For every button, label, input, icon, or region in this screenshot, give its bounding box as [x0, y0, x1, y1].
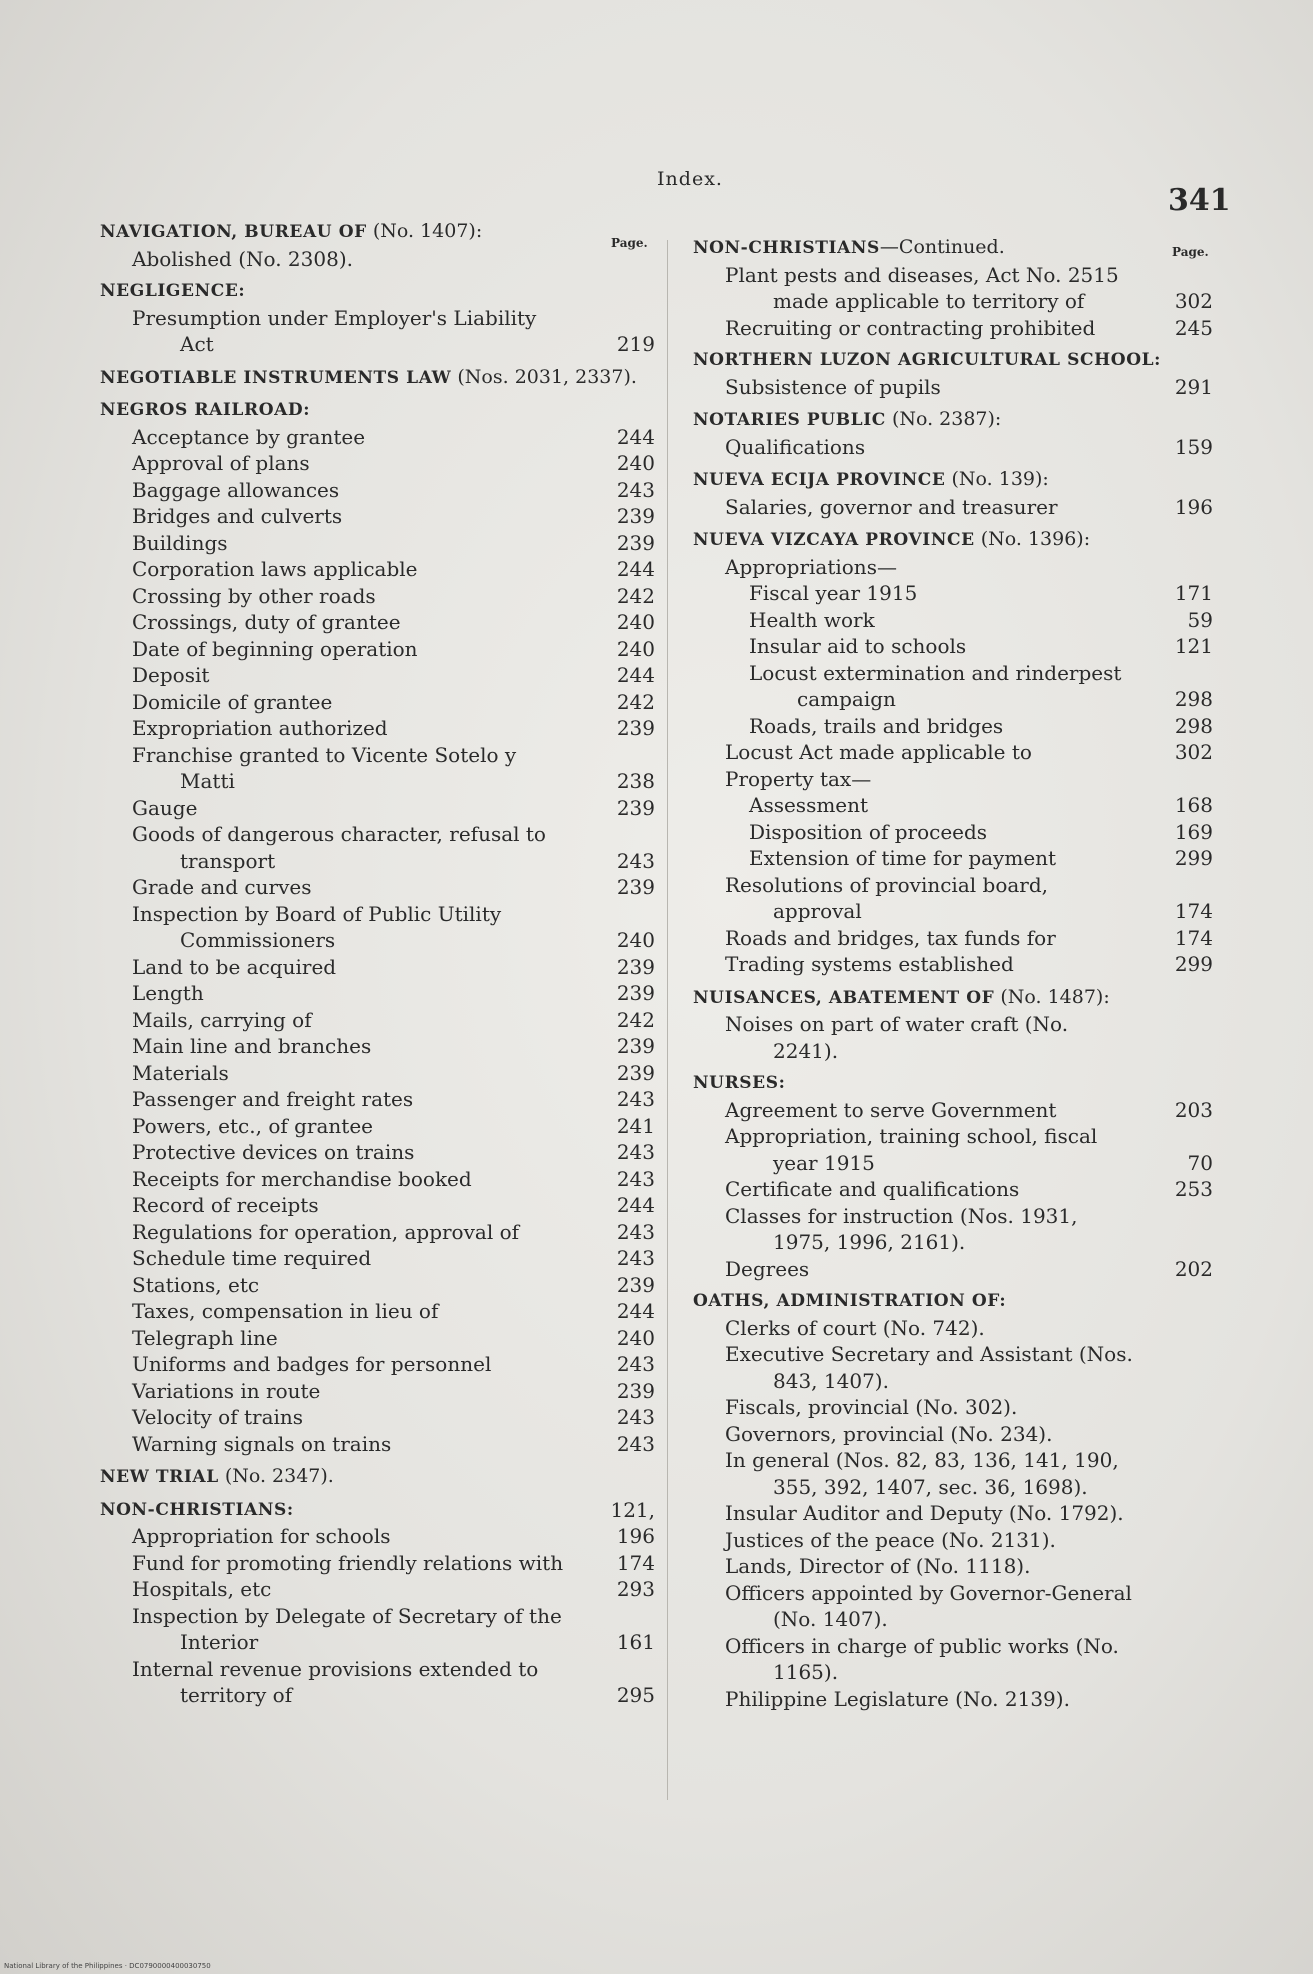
index-entry: [100, 1272, 655, 1299]
index-entry-page: 239: [616, 1272, 655, 1297]
index-entry-text: Passenger and freight rates: [132, 1087, 414, 1111]
index-entry-page: 241: [616, 1113, 655, 1138]
index-entry: [100, 742, 655, 795]
index-entry-text: Health work: [749, 607, 875, 632]
index-heading: [693, 234, 1213, 262]
index-entry: [100, 795, 655, 822]
index-entry: [693, 1421, 1213, 1448]
index-entry: [693, 1097, 1213, 1124]
index-entry-text: Fund for promoting friendly relations with: [132, 1550, 564, 1575]
index-entry-text: Buildings: [132, 530, 228, 555]
index-entry-text: Crossing by other roads: [132, 583, 376, 608]
index-entry-text: Trading systems established: [725, 952, 1014, 976]
index-entry-text: Grade and curves: [132, 875, 312, 899]
index-entry-page: 243: [616, 848, 655, 873]
index-entry-text: Acceptance by grantee: [132, 424, 366, 449]
index-heading-reference: (No. 1487):: [994, 985, 1110, 1008]
index-entry: [100, 583, 655, 610]
index-heading: [693, 984, 1213, 1012]
index-entry: [100, 1325, 655, 1352]
index-entry: [693, 660, 1213, 713]
index-entry: [693, 434, 1213, 461]
index-entry-page: 299: [1174, 846, 1213, 870]
index-entry-page: 239: [616, 1034, 655, 1058]
index-entry: [693, 1447, 1213, 1500]
index-entry: [100, 1431, 655, 1458]
index-entry: [693, 607, 1213, 634]
index-entry-page: 243: [616, 1405, 655, 1429]
index-entry-page: 196: [1174, 494, 1213, 519]
index-entry-text: Appropriation, training school, fiscal year 1915: [725, 1124, 1098, 1175]
index-heading-text: NEGOTIABLE INSTRUMENTS LAW: [100, 367, 452, 388]
index-entry-text: Approval of plans: [132, 451, 310, 475]
index-entry: [100, 1576, 655, 1603]
index-entry-page: 121, 196: [610, 1497, 655, 1548]
index-entry-text: Domicile of grantee: [132, 689, 333, 714]
index-entry: [693, 1123, 1213, 1176]
index-entry-text: Record of receipts: [132, 1193, 319, 1217]
index-entry-text: Noises on part of water craft (No. 2241).: [725, 1012, 1069, 1063]
index-entry: [693, 1256, 1213, 1283]
index-entry-text: Inspection by Delegate of Secretary of the Interior: [132, 1603, 562, 1654]
index-entry-page: 302: [1174, 289, 1213, 313]
index-entry-text: Resolutions of provincial board, approval: [725, 872, 1048, 923]
index-entry-page: 242: [616, 583, 655, 608]
index-entry-page: 240: [616, 928, 655, 952]
index-entry-page: 244: [616, 557, 655, 581]
index-heading: [100, 1463, 655, 1491]
index-entry-text: Subsistence of pupils: [725, 374, 941, 399]
index-heading: [100, 397, 655, 424]
index-entry-text: Officers appointed by Governor-General (No. 1407).: [725, 1580, 1132, 1631]
index-entry-page: 169: [1174, 819, 1213, 844]
index-entry: [100, 477, 655, 504]
index-entry-text: Land to be acquired: [132, 954, 337, 979]
index-heading: [693, 526, 1213, 554]
index-entry-page: 293: [616, 1577, 655, 1601]
index-entry-page: 174: [616, 1550, 655, 1575]
index-entry-page: 239: [616, 1378, 655, 1403]
index-entry-text: Appropriation for schools: [132, 1524, 391, 1548]
index-entry-page: 239: [616, 875, 655, 899]
index-entry-text: Certificate and qualifications: [725, 1177, 1020, 1201]
index-entry-text: Telegraph line: [132, 1325, 278, 1350]
index-entry-text: Materials: [132, 1060, 229, 1085]
index-entry-text: Gauge: [132, 795, 198, 820]
index-entry-text: Taxes, compensation in lieu of: [132, 1299, 439, 1323]
index-entry-page: 243: [616, 1431, 655, 1456]
index-entry: [693, 1341, 1213, 1394]
index-entry-page: 239: [616, 504, 655, 528]
index-entry-page: 298: [1174, 713, 1213, 738]
index-heading-text: NUISANCES, ABATEMENT OF: [693, 987, 995, 1008]
index-entry: [693, 633, 1213, 660]
index-entry-page: 295: [616, 1683, 655, 1707]
index-heading: [693, 347, 1213, 374]
index-entry-page: 203: [1174, 1097, 1213, 1122]
index-entry-text: Recruiting or contracting prohibited: [725, 315, 1096, 340]
index-entry: [100, 874, 655, 901]
index-entry-text: Schedule time required: [132, 1246, 372, 1270]
index-entry: [693, 1686, 1213, 1713]
index-entry-page: 239: [616, 981, 655, 1005]
index-entry: [100, 1166, 655, 1193]
page-column-label-left: Page.: [611, 236, 648, 250]
index-entry: [100, 1060, 655, 1087]
index-entry: [693, 1176, 1213, 1203]
index-entry-text: Locust extermination and rinderpest campaign: [749, 660, 1122, 711]
index-entry: [693, 1011, 1213, 1064]
index-entry-page: 242: [616, 689, 655, 714]
index-entry-text: Deposit: [132, 663, 210, 687]
index-entry-text: Warning signals on trains: [132, 1431, 392, 1456]
index-entry-text: Hospitals, etc: [132, 1577, 272, 1601]
index-entry-text: Inspection by Board of Public Utility Commissioners: [132, 901, 502, 952]
index-entry-page: 253: [1174, 1177, 1213, 1201]
index-entry-page: 171: [1174, 581, 1213, 605]
index-entry: [100, 1086, 655, 1113]
index-entry-text: Lands, Director of (No. 1118).: [725, 1554, 1031, 1578]
index-entry: [100, 1656, 655, 1709]
index-entry-text: Appropriations—: [725, 554, 897, 579]
index-entry: [100, 1245, 655, 1272]
index-entry-page: 302: [1174, 740, 1213, 764]
index-entry-page: 243: [616, 477, 655, 502]
page-number: 341: [1168, 183, 1231, 218]
index-entry-page: 243: [616, 1140, 655, 1164]
index-entry-page: 239: [616, 716, 655, 740]
index-heading: [100, 218, 655, 246]
index-heading-text: NON-CHRISTIANS: [693, 238, 880, 258]
index-heading: [693, 406, 1213, 434]
index-entry-page: 243: [616, 1087, 655, 1111]
index-entry-text: Insular Auditor and Deputy (No. 1792).: [725, 1501, 1124, 1525]
index-entry-page: 238: [616, 769, 655, 793]
index-heading-text: NEGROS RAILROAD:: [100, 400, 311, 420]
index-entry-text: Internal revenue provisions extended to territory of: [132, 1656, 539, 1707]
index-entry-text: Governors, provincial (No. 234).: [725, 1421, 1053, 1446]
index-entry: [100, 1007, 655, 1034]
index-entry: [693, 766, 1213, 793]
index-heading: [693, 1070, 1213, 1097]
index-entry-text: Uniforms and badges for personnel: [132, 1352, 492, 1376]
index-entry-text: Date of beginning operation: [132, 636, 418, 661]
index-entry-text: Crossings, duty of grantee: [132, 610, 401, 634]
index-entry: [693, 1394, 1213, 1421]
index-entry-text: Justices of the peace (No. 2131).: [725, 1527, 1056, 1552]
index-entry-page: 243: [616, 1352, 655, 1376]
index-entry: [693, 554, 1213, 581]
index-entry-page: 240: [616, 610, 655, 634]
index-entry: [100, 450, 655, 477]
index-entry-page: 121: [1174, 634, 1213, 658]
index-heading-text: NEW TRIAL: [100, 1467, 219, 1487]
index-entry-page: 174: [1174, 899, 1213, 923]
index-entry-text: Degrees: [725, 1256, 810, 1281]
index-entry: [100, 530, 655, 557]
index-heading-reference: (No. 1407):: [366, 220, 483, 242]
index-entry: [693, 1580, 1213, 1633]
index-entry: [100, 503, 655, 530]
index-entry-text: Receipts for merchandise booked: [132, 1166, 472, 1191]
index-heading-reference: (No. 1396):: [974, 528, 1091, 550]
index-entry-page: 240: [616, 636, 655, 661]
index-heading-text: NUEVA VIZCAYA PROVINCE: [693, 530, 975, 550]
index-entry: [100, 1351, 655, 1378]
index-entry: [693, 315, 1213, 342]
index-entry: [693, 1500, 1213, 1527]
index-entry-page: 159: [1174, 434, 1213, 459]
index-heading-reference: —Continued.: [879, 236, 1005, 258]
index-entry-page: 242: [616, 1007, 655, 1032]
index-entry: [100, 1378, 655, 1405]
column-divider: [667, 240, 668, 1800]
index-entry: [693, 925, 1213, 952]
index-entry-text: Roads and bridges, tax funds for: [725, 925, 1056, 950]
index-heading-reference: (No. 2347).: [218, 1465, 334, 1487]
index-entry-text: Bridges and culverts: [132, 504, 343, 528]
index-entry-page: 70: [1187, 1150, 1213, 1175]
index-entry-text: Corporation laws applicable: [132, 557, 418, 581]
index-entry: [100, 1550, 655, 1577]
index-entry: [693, 792, 1213, 819]
index-entry-text: Length: [132, 981, 204, 1005]
index-entry-text: Disposition of proceeds: [749, 819, 988, 844]
index-entry-text: Agreement to serve Government: [725, 1097, 1057, 1122]
index-entry-page: 239: [616, 1060, 655, 1085]
index-entry: [100, 1298, 655, 1325]
index-entry: [100, 689, 655, 716]
index-heading-reference: (Nos. 2031, 2337).: [451, 365, 637, 388]
index-entry: [100, 901, 655, 954]
index-entry: [693, 580, 1213, 607]
index-entry-page: 243: [616, 1246, 655, 1270]
index-entry: [693, 739, 1213, 766]
index-entry-text: Salaries, governor and treasurer: [725, 494, 1058, 519]
index-entry-page: 239: [616, 530, 655, 555]
index-entry-text: Presumption under Employer's Liability Act: [132, 305, 537, 356]
index-heading-text: NEGLIGENCE:: [100, 281, 246, 301]
index-entry: [100, 1404, 655, 1431]
index-entry-text: Expropriation authorized: [132, 716, 388, 740]
index-entry-text: Mails, carrying of: [132, 1007, 312, 1032]
index-column-left: [100, 218, 655, 1709]
index-heading-text: NON-CHRISTIANS:: [100, 1499, 294, 1520]
page-column-label-right: Page.: [1172, 245, 1209, 259]
index-entry-page: 219: [616, 332, 655, 356]
index-entry-text: Philippine Legislature (No. 2139).: [725, 1686, 1070, 1711]
index-entry-text: Goods of dangerous character, refusal to transport: [132, 822, 546, 873]
index-entry-page: 161: [616, 1630, 655, 1654]
index-entry-text: Assessment: [749, 793, 869, 817]
index-entry-page: 168: [1174, 793, 1213, 817]
index-entry-text: Qualifications: [725, 434, 866, 459]
index-entry-page: 244: [616, 424, 655, 449]
index-entry: [693, 845, 1213, 872]
index-entry: [100, 821, 655, 874]
index-entry-page: 298: [1174, 687, 1213, 711]
index-entry-text: Clerks of court (No. 742).: [725, 1315, 985, 1340]
index-entry-text: Fiscals, provincial (No. 302).: [725, 1395, 1018, 1419]
index-entry-page: 59: [1187, 607, 1213, 632]
index-heading-text: OATHS, ADMINISTRATION OF:: [693, 1291, 1007, 1311]
index-entry-page: 243: [616, 1219, 655, 1244]
index-entry-page: 244: [616, 1193, 655, 1217]
index-entry-page: 243: [616, 1166, 655, 1191]
index-entry: [100, 662, 655, 689]
index-heading-text: NOTARIES PUBLIC: [693, 410, 886, 430]
index-entry: [100, 1139, 655, 1166]
index-entry-text: Velocity of trains: [132, 1405, 304, 1429]
index-entry: [100, 556, 655, 583]
index-entry-text: Protective devices on trains: [132, 1140, 415, 1164]
index-entry: [100, 715, 655, 742]
index-entry: [693, 1203, 1213, 1256]
index-heading-text: NUEVA ECIJA PROVINCE: [693, 470, 946, 490]
index-entry-text: Powers, etc., of grantee: [132, 1113, 374, 1138]
index-entry: [693, 1527, 1213, 1554]
index-entry: [100, 1033, 655, 1060]
index-entry-page: 299: [1174, 952, 1213, 976]
index-heading: [100, 1497, 655, 1524]
index-entry-text: Baggage allowances: [132, 477, 340, 502]
index-entry-text: Classes for instruction (Nos. 1931, 1975, 1996, 2161).: [725, 1203, 1078, 1254]
index-entry: [693, 1315, 1213, 1342]
index-entry: [100, 424, 655, 451]
index-entry-page: 245: [1174, 315, 1213, 340]
index-entry: [100, 980, 655, 1007]
index-entry-page: 239: [616, 795, 655, 820]
index-entry: [100, 305, 655, 358]
index-entry: [693, 1553, 1213, 1580]
index-entry: [693, 951, 1213, 978]
index-heading: [693, 1288, 1213, 1315]
index-heading: [100, 364, 655, 392]
index-entry-text: Franchise granted to Vicente Sotelo y Matti: [132, 742, 517, 793]
index-entry-text: Regulations for operation, approval of: [132, 1219, 520, 1244]
index-heading-text: NORTHERN LUZON AGRICULTURAL SCHOOL:: [693, 350, 1162, 370]
library-credit: National Library of the Philippines · DC0790000400030750: [4, 1962, 211, 1970]
index-entry-text: Extension of time for payment: [749, 846, 1057, 870]
index-entry-page: 244: [616, 1299, 655, 1323]
index-entry-text: Property tax—: [725, 766, 872, 791]
index-heading: [693, 466, 1213, 494]
index-entry-page: 202: [1174, 1256, 1213, 1281]
index-entry: [693, 494, 1213, 521]
index-entry: [693, 819, 1213, 846]
index-entry: [693, 1633, 1213, 1686]
index-entry-page: 240: [616, 1325, 655, 1350]
index-entry-page: 239: [616, 954, 655, 979]
index-entry: [100, 1219, 655, 1246]
index-heading-text: NAVIGATION, BUREAU OF: [100, 222, 367, 242]
index-entry: [693, 713, 1213, 740]
index-heading-text: NURSES:: [693, 1073, 786, 1093]
index-entry-text: Locust Act made applicable to: [725, 740, 1032, 764]
index-entry: [100, 1113, 655, 1140]
index-heading-reference: (No. 139):: [945, 468, 1049, 490]
index-note: Abolished (No. 2308).: [132, 246, 353, 271]
index-entry-page: 174: [1174, 925, 1213, 950]
index-entry-page: 291: [1174, 374, 1213, 399]
index-entry-text: Roads, trails and bridges: [749, 713, 1004, 738]
index-entry: [693, 374, 1213, 401]
index-heading-reference: (No. 2387):: [885, 408, 1002, 430]
index-entry-text: Officers in charge of public works (No. 1165).: [725, 1633, 1119, 1684]
index-entry-text: Main line and branches: [132, 1034, 372, 1058]
index-entry-text: Insular aid to schools: [749, 634, 967, 658]
index-entry: [100, 609, 655, 636]
index-entry: [693, 872, 1213, 925]
index-entry-text: Stations, etc: [132, 1272, 260, 1297]
index-entry: [100, 954, 655, 981]
index-entry-page: 244: [616, 663, 655, 687]
index-entry: [693, 262, 1213, 315]
index-entry-text: Executive Secretary and Assistant (Nos. 843, 1407).: [725, 1342, 1133, 1393]
index-heading: [100, 278, 655, 305]
index-entry: [100, 1603, 655, 1656]
index-entry: [100, 636, 655, 663]
index-entry-text: Fiscal year 1915: [749, 581, 918, 605]
index-entry-page: 240: [616, 451, 655, 475]
index-entry: [100, 1192, 655, 1219]
index-entry-text: Variations in route: [132, 1378, 321, 1403]
index-entry-text: Plant pests and diseases, Act No. 2515 made applicable to territory of: [725, 262, 1119, 313]
page-title: Index.: [657, 168, 723, 190]
index-column-right: [693, 234, 1213, 1712]
index-entry-text: In general (Nos. 82, 83, 136, 141, 190, 355, 392, 1407, sec. 36, 1698).: [725, 1448, 1119, 1499]
